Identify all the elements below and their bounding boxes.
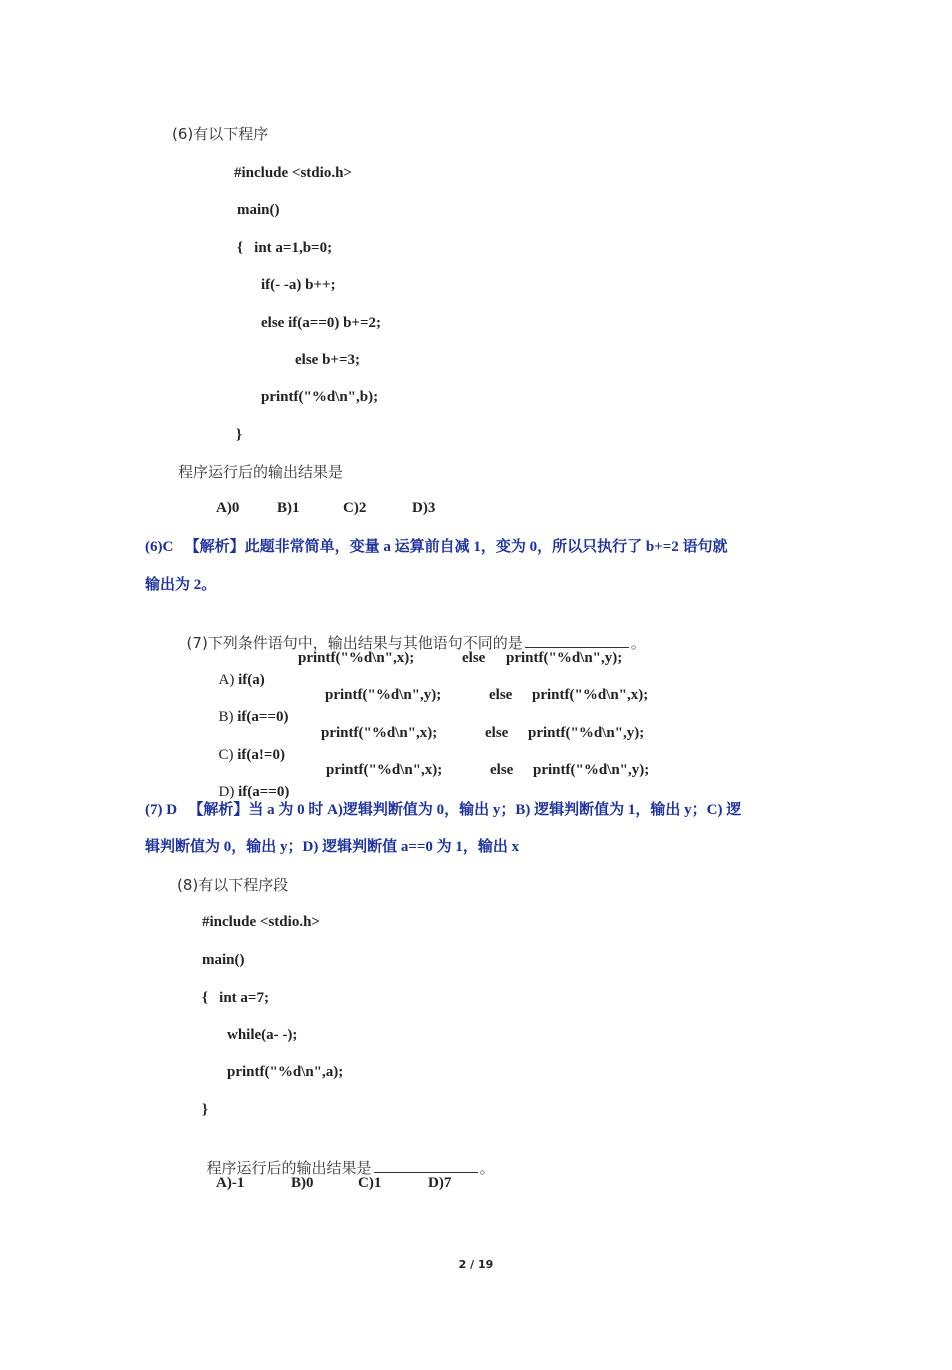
q7-option-d-stmt2: printf("%d\n",y); — [533, 762, 650, 778]
option-cond: if(a!=0) — [237, 747, 285, 763]
q6-code-line: } — [236, 427, 242, 443]
q7-option-c-stmt: printf("%d\n",x); — [321, 725, 438, 741]
q6-option-c: C)2 — [343, 500, 367, 516]
q6-code-line: main() — [237, 202, 280, 218]
q8-code-line: printf("%d\n",a); — [227, 1064, 344, 1080]
q6-option-b: B)1 — [277, 500, 300, 516]
q8-code-line: #include <stdio.h> — [202, 914, 320, 930]
q7-option-d — [211, 762, 289, 802]
q8-prompt-end: 。 — [479, 1159, 495, 1177]
q7-option-b-stmt: printf("%d\n",y); — [325, 687, 442, 703]
q7-title-text: (7)下列条件语句中，输出结果与其他语句不同的是 — [186, 634, 523, 652]
q7-option-c — [211, 725, 285, 765]
q6-answer: (6)C 【解析】此题非常简单，变量 a 运算前自减 1，变为 0，所以只执行了 b+=2 语句就 — [145, 539, 728, 555]
q8-prompt — [197, 1137, 495, 1178]
q8-code-line: { int a=7; — [202, 990, 269, 1006]
q6-code-line: printf("%d\n",b); — [261, 389, 379, 405]
q8-prompt-text: 程序运行后的输出结果是 — [206, 1159, 372, 1177]
q6-code-line: #include <stdio.h> — [234, 165, 352, 181]
q8-option-d: D)7 — [428, 1175, 452, 1191]
option-cond: if(a) — [238, 672, 265, 688]
q8-option-c: C)1 — [358, 1175, 382, 1191]
q7-option-d-stmt: printf("%d\n",x); — [326, 762, 443, 778]
q6-code-line: else b+=3; — [295, 352, 361, 368]
q7-option-a-else: else — [462, 650, 486, 666]
q7-option-c-else: else — [485, 725, 509, 741]
q8-code-line: while(a- -); — [227, 1027, 298, 1043]
q7-answer-cont: 辑判断值为 0，输出 y；D) 逻辑判断值 a==0 为 1，输出 x — [145, 839, 520, 855]
q8-option-a: A)-1 — [216, 1175, 245, 1191]
q6-option-a: A)0 — [216, 500, 240, 516]
q7-option-a-stmt2: printf("%d\n",y); — [506, 650, 623, 666]
q8-option-b: B)0 — [291, 1175, 314, 1191]
option-cond: if(a==0) — [238, 784, 290, 800]
q7-option-a — [211, 650, 265, 690]
option-label: D) — [218, 784, 239, 800]
q7-option-b — [211, 687, 289, 727]
q7-option-b-else: else — [489, 687, 513, 703]
answer-blank — [374, 1157, 478, 1173]
option-cond: if(a==0) — [237, 709, 289, 725]
q6-code-line: else if(a==0) b+=2; — [261, 315, 381, 331]
q6-code-line: if(- -a) b++; — [261, 277, 336, 293]
page-number: 2 / 19 — [458, 1258, 494, 1271]
option-label: A) — [218, 672, 239, 688]
q8-title: (8)有以下程序段 — [177, 876, 289, 894]
answer-blank — [525, 632, 629, 648]
q7-option-a-stmt: printf("%d\n",x); — [298, 650, 415, 666]
q7-title-end: 。 — [630, 634, 646, 652]
q8-code-line: main() — [202, 952, 245, 968]
q7-option-d-else: else — [490, 762, 514, 778]
q6-answer-cont: 输出为 2。 — [145, 577, 217, 593]
q7-title — [177, 612, 646, 653]
q6-prompt: 程序运行后的输出结果是 — [178, 463, 344, 481]
q6-option-d: D)3 — [412, 500, 436, 516]
q7-option-c-stmt2: printf("%d\n",y); — [528, 725, 645, 741]
q7-answer: (7) D 【解析】当 a 为 0 时 A)逻辑判断值为 0，输出 y；B) 逻辑判断值为 1，输出 y；C) 逻 — [145, 802, 742, 818]
q7-option-b-stmt2: printf("%d\n",x); — [532, 687, 649, 703]
option-label: B) — [218, 709, 238, 725]
q6-title: (6)有以下程序 — [172, 125, 269, 143]
q8-code-line: } — [202, 1102, 208, 1118]
option-label: C) — [218, 747, 238, 763]
q6-code-line: { int a=1,b=0; — [237, 240, 333, 256]
